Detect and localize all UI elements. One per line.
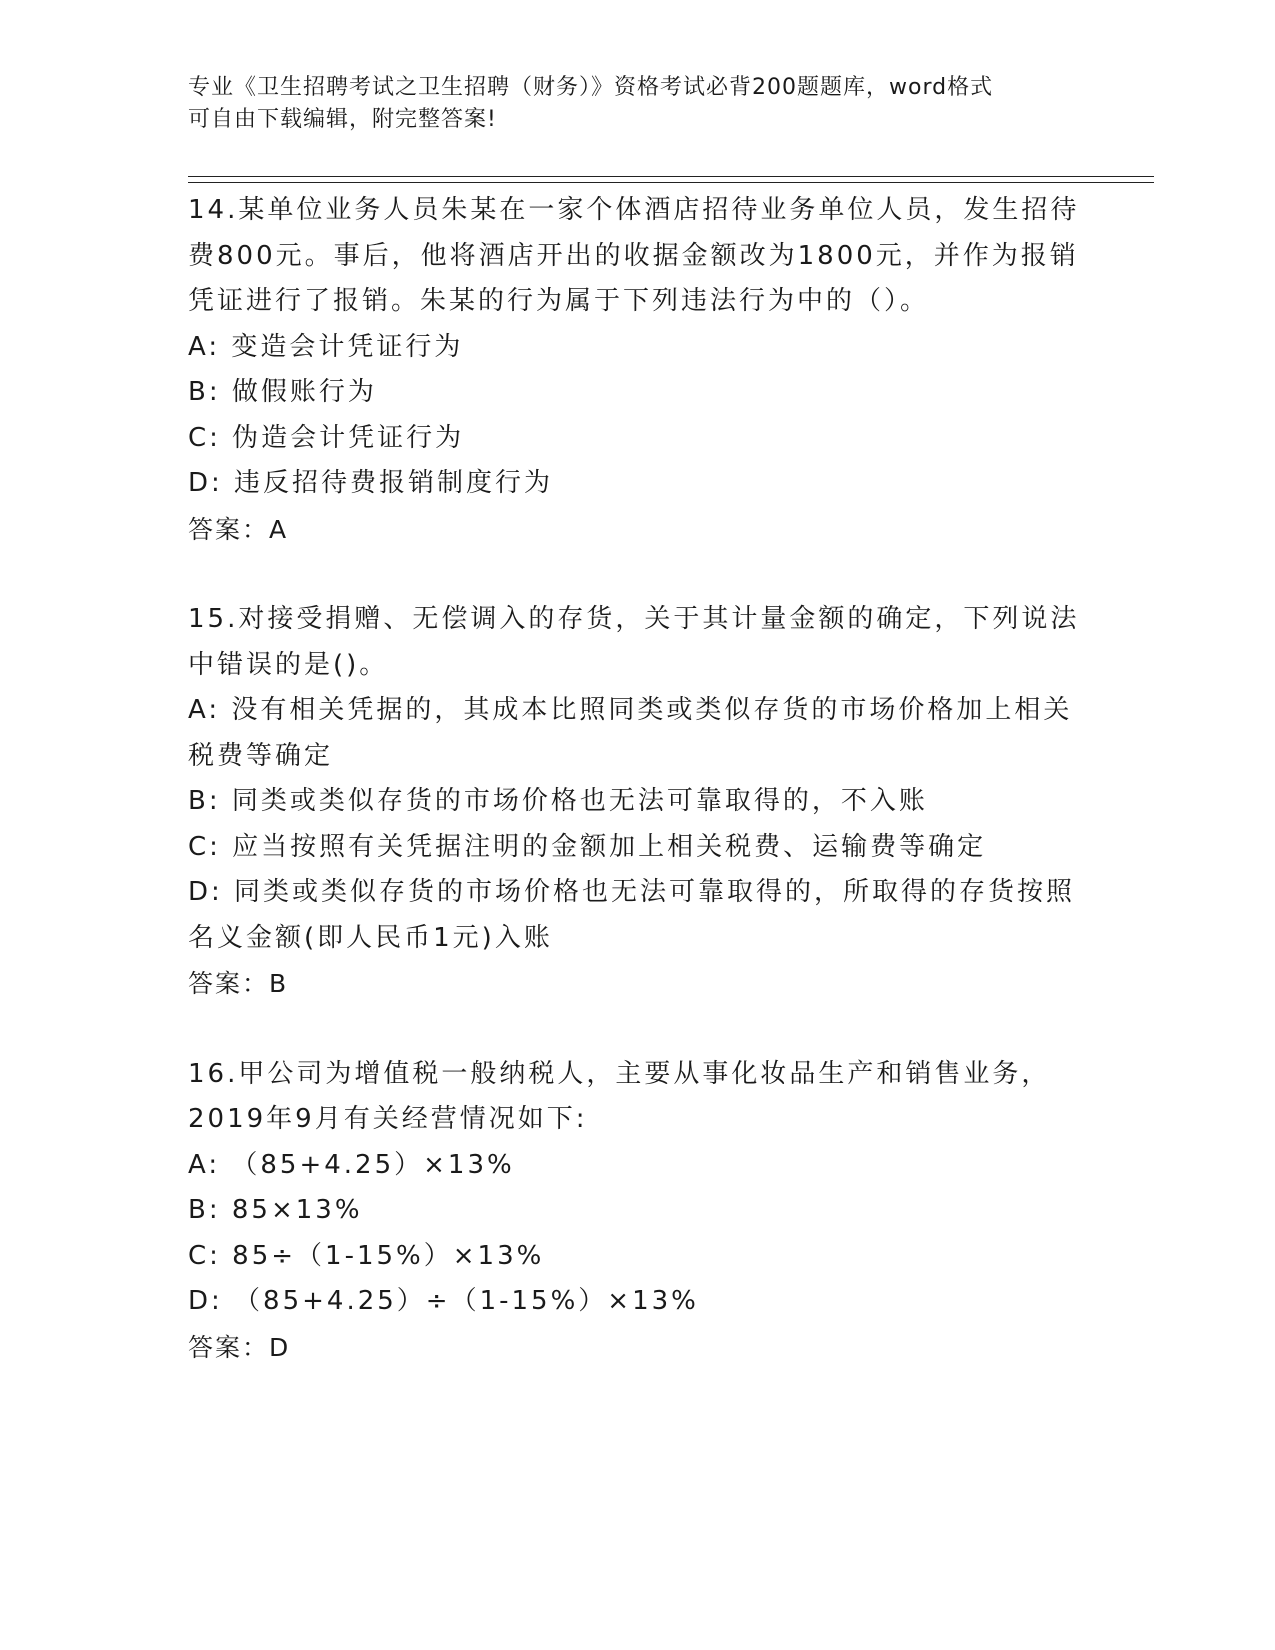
answer-label: 答案：A (188, 514, 289, 544)
question-14 (188, 188, 1088, 552)
header-divider-bottom (188, 182, 1154, 183)
answer-label: 答案：B (188, 969, 289, 998)
option-a: A: 没有相关凭据的，其成本比照同类或类似存货的市场价格加上相关税费等确定 (188, 695, 1073, 771)
question-text: 15.对接受捐赠、无偿调入的存货，关于其计量金额的确定，下列说法中错误的是()。 (188, 604, 1080, 680)
question-text: 14.某单位业务人员朱某在一家个体酒店招待业务单位人员，发生招待费800元。事后，他将酒店开出的收据金额改为1800元，并作为报销凭证进行了报销。朱某的行为属于下列违法行为中的（）。 (188, 195, 1080, 316)
option-c: C: 85÷（1-15%）×13% (188, 1240, 545, 1271)
option-c: C: 应当按照有关凭据注明的金额加上相关税费、运输费等确定 (188, 831, 987, 862)
question-text: 16.甲公司为增值税一般纳税人，主要从事化妆品生产和销售业务，2019年9月有关经营情况如下: (188, 1058, 1051, 1134)
option-d: D: 同类或类似存货的市场价格也无法可靠取得的，所取得的存货按照名义金额(即人民币1元)入账 (188, 877, 1076, 953)
header-divider-top (188, 176, 1154, 177)
header-line-1: 专业《卫生招聘考试之卫生招聘（财务）》资格考试必背200题题库，word格式 (188, 75, 994, 100)
option-d: D: （85+4.25）÷（1-15%）×13% (188, 1286, 699, 1316)
option-b: B: 85×13% (188, 1195, 363, 1225)
option-b: B: 同类或类似存货的市场价格也无法可靠取得的，不入账 (188, 786, 928, 816)
option-a: A: 变造会计凭证行为 (188, 331, 464, 362)
option-d: D: 违反招待费报销制度行为 (188, 468, 554, 498)
answer-label: 答案：D (188, 1332, 291, 1362)
option-a: A: （85+4.25）×13% (188, 1149, 515, 1180)
option-b: B: 做假账行为 (188, 377, 377, 407)
header-line-2: 可自由下载编辑，附完整答案! (188, 107, 497, 132)
question-16 (188, 1052, 1088, 1371)
question-list (188, 188, 1088, 1370)
option-c: C: 伪造会计凭证行为 (188, 422, 465, 453)
question-15 (188, 597, 1088, 1007)
document-header (188, 72, 1088, 136)
